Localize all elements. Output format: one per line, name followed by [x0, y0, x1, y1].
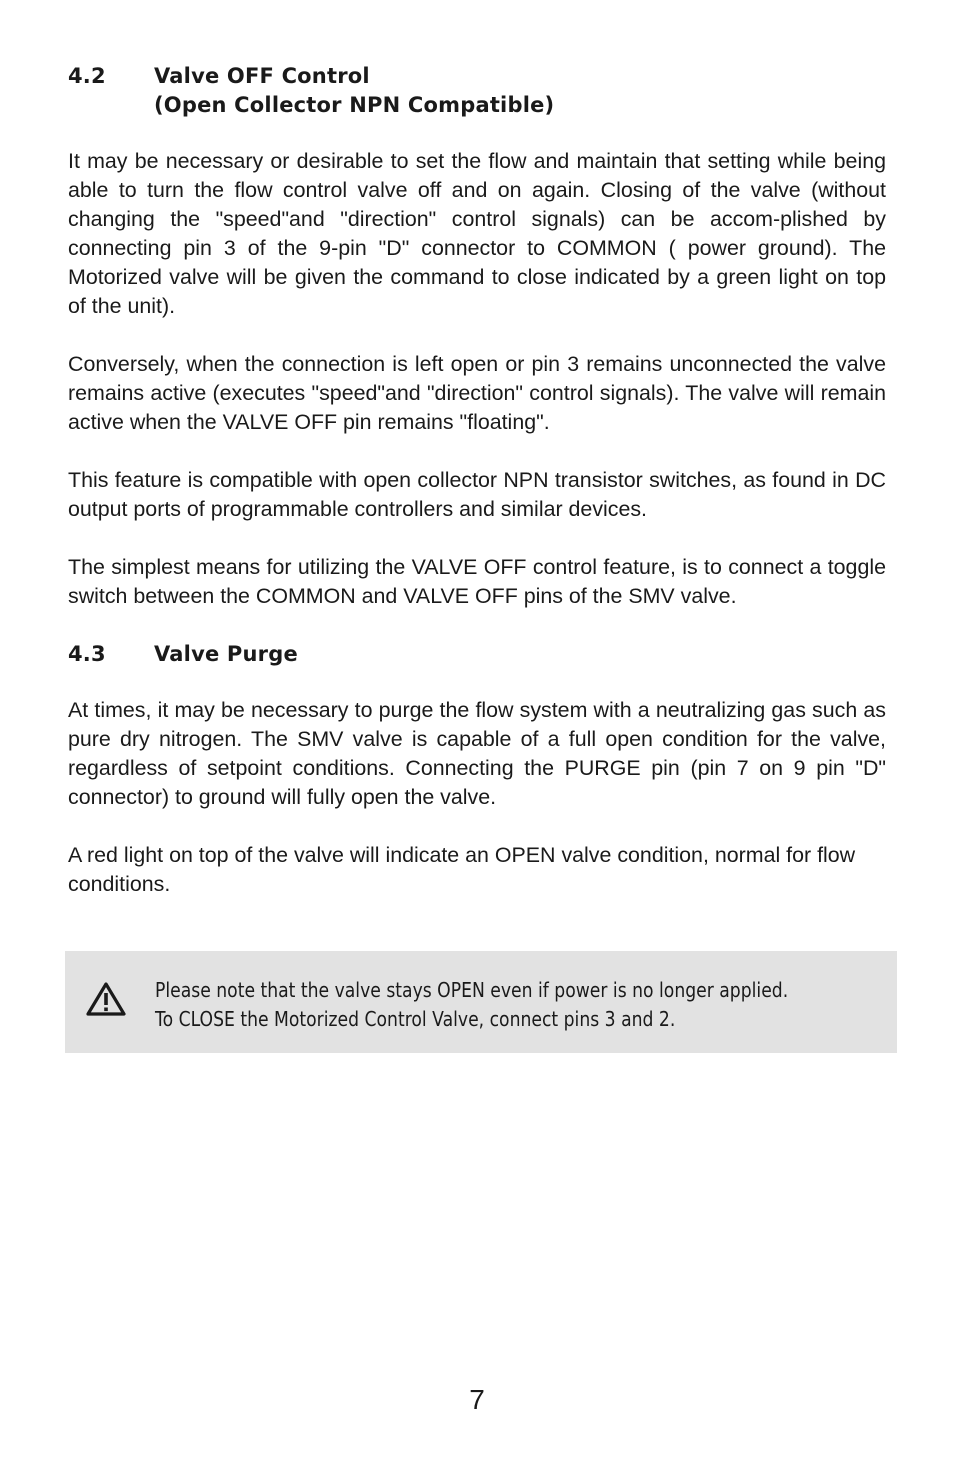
- section-number: 4.2: [68, 64, 106, 88]
- paragraph: At times, it may be necessary to purge the flow system with a neutralizing gas such as pure dry nitrogen. The SMV valve is capable of a full open condition for the valve, regardless of setpoint conditions. Connecting the PURGE pin (pin 7 on 9 pin "D" connector) to ground will fully open the valve.: [68, 698, 886, 809]
- section-number: 4.3: [68, 642, 106, 666]
- section-4-3-heading: [68, 640, 886, 669]
- warning-triangle-icon: [85, 981, 127, 1017]
- section-title-line-2: (Open Collector NPN Compatible): [154, 93, 555, 117]
- section-title-line-1: Valve Purge: [154, 642, 298, 666]
- section-4-2-heading: [68, 62, 886, 120]
- warning-note-line-1: Please note that the valve stays OPEN even if power is no longer applied.: [155, 978, 789, 1002]
- section-title: [154, 62, 886, 120]
- paragraph: Conversely, when the connection is left open or pin 3 remains unconnected the valve remains active (executes "speed"and "direction" control signals). The valve will remain active when the VALVE OFF pin remains "floating".: [68, 352, 886, 434]
- page-content: [68, 62, 886, 899]
- section-title-line-1: Valve OFF Control: [154, 64, 370, 88]
- warning-note-box: [65, 951, 897, 1053]
- paragraph: This feature is compatible with open collector NPN transistor switches, as found in DC output ports of programmable controllers and similar devices.: [68, 468, 886, 521]
- warning-note-text: [155, 976, 788, 1034]
- warning-note-line-2: To CLOSE the Motorized Control Valve, connect pins 3 and 2.: [155, 1007, 676, 1031]
- paragraph: The simplest means for utilizing the VALVE OFF control feature, is to connect a toggle switch between the COMMON and VALVE OFF pins of the SMV valve.: [68, 555, 886, 608]
- paragraph: A red light on top of the valve will indicate an OPEN valve condition, normal for flow conditions.: [68, 843, 856, 896]
- section-title: [154, 640, 886, 669]
- page-number: 7: [469, 1384, 485, 1415]
- paragraph: It may be necessary or desirable to set the flow and maintain that setting while being able to turn the flow control valve off and on again. Closing of the valve (without changing the "speed"and "direction" control signals) can be accom-plished by connecting pin 3 of the 9-pin "D" connector to COMMON ( power ground). The Motorized valve will be given the command to close indicated by a green light on top of the unit).: [68, 149, 886, 318]
